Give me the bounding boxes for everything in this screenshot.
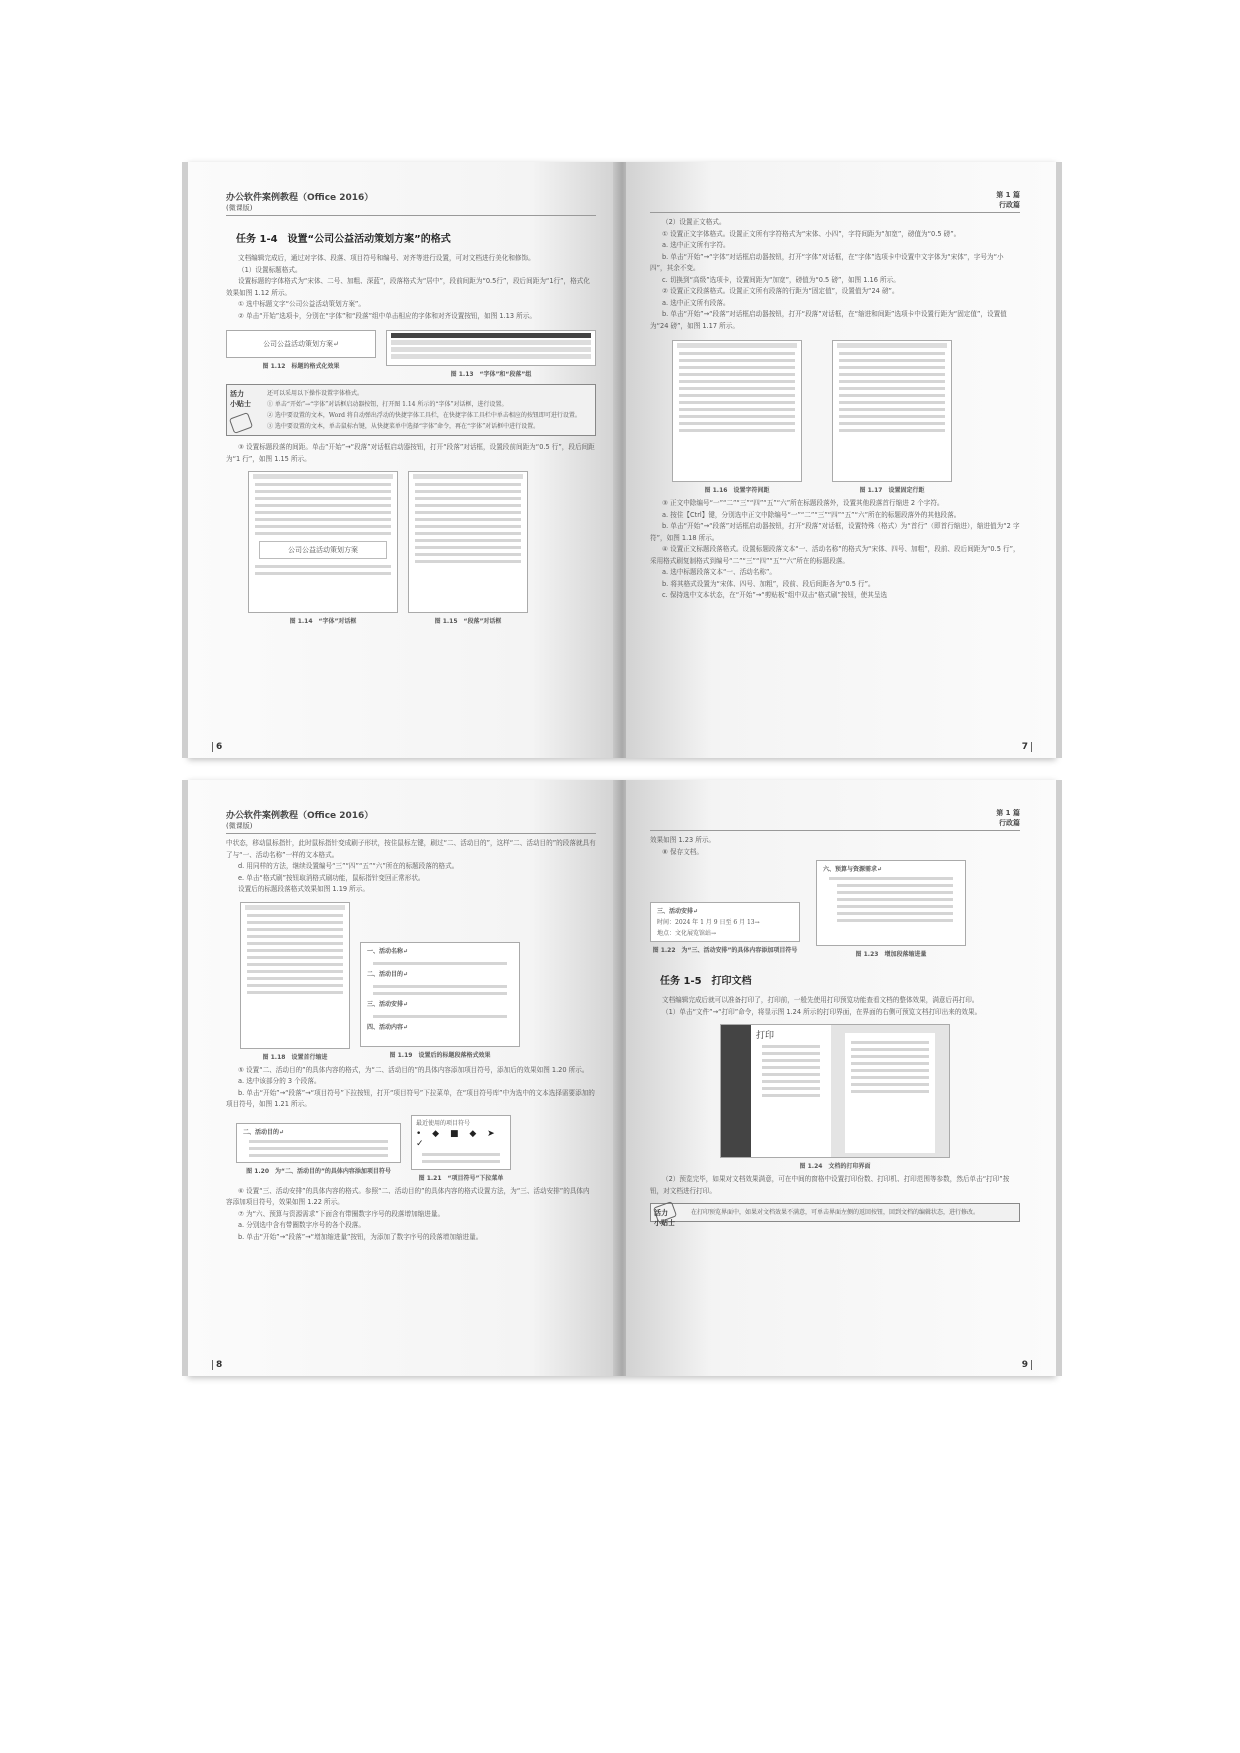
page-number: 7 (1022, 742, 1032, 752)
print-title: 打印 (756, 1031, 775, 1041)
font-advanced-dialog (672, 340, 802, 482)
dialog-row (247, 970, 343, 973)
tip-badge-line: 活力 (230, 390, 244, 398)
text-line (373, 1015, 507, 1018)
task-title: 任务 1-4 设置“公司公益活动策划方案”的格式 (236, 234, 451, 245)
figure-caption: 图 1.12 标题的格式化效果 (262, 363, 340, 370)
dialog-row (255, 565, 391, 568)
figure-row (240, 902, 596, 1061)
body-paragraph: d. 用同样的方法，继续设置编号“三”“四”“五”“六”所在的标题段落的格式。 (238, 862, 459, 870)
running-header (650, 190, 1020, 213)
dialog-row (679, 408, 795, 411)
task-title: 任务 1-5 打印文档 (660, 976, 752, 987)
dialog-row (415, 560, 521, 563)
body-paragraph: c. 切换到“高级”选项卡，设置间距为“加宽”，磅值为“0.5 磅”，如图 1.16 所示。 (662, 275, 900, 284)
tip-box (226, 384, 596, 436)
figure-caption: 图 1.16 设置字符间距 (704, 487, 770, 494)
preview-line (851, 1069, 929, 1072)
figure-1-24 (720, 1024, 950, 1170)
backstage-nav (721, 1025, 751, 1157)
page-8 (188, 780, 618, 1376)
print-screen (720, 1024, 950, 1158)
body-paragraph: ④ 设置正文标题段落格式。设置标题段落文本“一、活动名称”的格式为“宋体、四号、加粗”，段前、段后间距为“0.5 行”，采用格式刷复制格式到编号“二”“三”“四”“五”“六”所在的标题段落。 (650, 545, 1020, 565)
bullet-title: 二、活动目的↵ (243, 1128, 285, 1136)
book-spread-pages-6-7 (188, 162, 1056, 758)
body-paragraph: a. 选中正文所有段落。 (662, 298, 730, 307)
running-header (226, 808, 596, 834)
dialog-row (839, 394, 945, 397)
dialog-row (247, 935, 343, 938)
dialog-row (679, 401, 795, 404)
dialog-titlebar (253, 474, 393, 479)
font-dialog (248, 471, 398, 613)
page-9 (626, 780, 1056, 1376)
dialog-row (839, 401, 945, 404)
figure-caption: 图 1.15 “段落”对话框 (434, 618, 502, 625)
figure-1-18 (240, 902, 350, 1061)
text-line (837, 912, 953, 915)
header-title: 第 1 篇 (996, 191, 1020, 199)
setting-row (762, 1066, 820, 1069)
dialog-row (255, 483, 391, 486)
body-paragraph: 中状态，移动鼠标指针，此时鼠标指针变成刷子形状，按住鼠标左键，刷过“二、活动目的”，这样“二、活动目的”的段落就具有了与“一、活动名称”一样的文本格式。 (226, 839, 596, 859)
body-paragraph: 效果如图 1.23 所示。 (650, 836, 716, 844)
tip-box (650, 1203, 1020, 1227)
figure-caption: 图 1.14 “字体”对话框 (289, 618, 357, 625)
heading-item: 二、活动目的↵ (367, 970, 409, 978)
arrangement-line: 地点：文化展览馆站→ (657, 930, 717, 937)
body-paragraph: ② 设置正文段落格式。设置正文所有段落的行距为“固定值”，设置值为“24 磅”。 (662, 287, 899, 295)
tip-line: 在打印预览界面中，如果对文档效果不满意，可单击界面左侧的返回按钮，回到文档的编辑状态，进行修改。 (691, 1209, 980, 1216)
dialog-row (415, 511, 521, 514)
running-header (226, 190, 596, 216)
body-paragraph: ② 单击“开始”选项卡，分别在“字体”和“段落”组中单击相应的字体和对齐设置按钮，如图 1.13 所示。 (238, 311, 536, 320)
setting-row (762, 1080, 820, 1083)
setting-row (762, 1073, 820, 1076)
ribbon-row (391, 340, 591, 345)
body-paragraph: 文档编辑完成后，通过对字体、段落、项目符号和编号、对齐等进行设置，可对文档进行美化和修饰。 (238, 254, 535, 262)
indent-result (816, 860, 966, 946)
setting-row (762, 1045, 820, 1048)
dialog-row (839, 380, 945, 383)
bullet-dropdown (411, 1115, 511, 1170)
setting-row (762, 1087, 820, 1090)
dialog-row (247, 949, 343, 952)
arrangement-result (650, 902, 800, 942)
dialog-row (839, 373, 945, 376)
dialog-row (839, 387, 945, 390)
text-line (373, 962, 507, 965)
preview-line (851, 1090, 929, 1093)
figure-1-13 (386, 330, 596, 378)
heading-item: 三、活动安排↵ (367, 1000, 409, 1008)
page-number: 9 (1022, 1360, 1032, 1370)
figure-caption: 图 1.23 增加段落缩进量 (855, 951, 927, 958)
figure-1-12-image (226, 330, 376, 358)
text-line (837, 898, 953, 901)
dialog-row (839, 359, 945, 362)
dialog-row (839, 352, 945, 355)
body-paragraph: b. 单击“开始”→“字体”对话框启动器按钮，打开“字体”对话框，在“字体”选项卡中设置中文字体为“宋体”，字号为“小四”，其余不变。 (650, 252, 1004, 272)
dialog-row (839, 415, 945, 418)
dialog-row (255, 504, 391, 507)
dialog-row (415, 518, 521, 521)
dialog-row (679, 394, 795, 397)
body-paragraph: 文档编辑完成后就可以准备打印了，打印前，一般先使用打印预览功能查看文档的整体效果，满意后再打印。 (662, 996, 979, 1004)
figure-row (672, 340, 1020, 494)
header-title: 办公软件案例教程（Office 2016） (226, 193, 374, 203)
ribbon-row (391, 347, 591, 352)
figure-1-12 (226, 330, 376, 378)
setting-row (762, 1052, 820, 1055)
dialog-row (679, 415, 795, 418)
figure-row (650, 860, 1020, 958)
page-edge (1056, 162, 1062, 758)
indent-dialog (240, 902, 350, 1049)
arrangement-line: 时间：2024 年 1 月 9 日至 6 月 13→ (657, 919, 760, 926)
paragraph-dialog (408, 471, 528, 613)
dialog-row (415, 539, 521, 542)
figure-row (248, 471, 596, 625)
menu-row (422, 1160, 500, 1163)
dialog-titlebar (677, 343, 797, 348)
figure-1-16 (672, 340, 802, 494)
dialog-row (415, 483, 521, 486)
dialog-row (679, 352, 795, 355)
page-number: 6 (212, 742, 222, 752)
header-title: 第 1 篇 (996, 809, 1020, 817)
header-subtitle: (微课版) (226, 822, 253, 830)
body-paragraph: b. 单击“开始”→“段落”对话框启动器按钮，打开“段落”对话框，设置特殊（格式）为“首行”（即首行缩进），缩进值为“2 字符”，如图 1.18 所示。 (650, 522, 1020, 542)
text-line (837, 905, 953, 908)
dialog-row (247, 991, 343, 994)
figure-1-15 (408, 471, 528, 625)
tip-line: ② 选中要设置的文本，Word 将自动弹出浮动的快捷字体工具栏，在快捷字体工具栏中单击相应的按钮即可进行设置。 (267, 412, 581, 419)
dialog-row (679, 359, 795, 362)
running-header (650, 808, 1020, 831)
bullet-symbols: • ◆ ■ ◆ ➤ ✓ (416, 1128, 499, 1149)
dialog-row (415, 497, 521, 500)
heading-item: 一、活动名称↵ (367, 947, 409, 955)
setting-row (762, 1094, 820, 1097)
page-number: 8 (212, 1360, 222, 1370)
header-subtitle: (微课版) (226, 204, 253, 212)
bullet-result (236, 1123, 401, 1163)
figure-row (236, 1115, 596, 1182)
figure-1-23 (816, 860, 966, 958)
dialog-row (415, 504, 521, 507)
body-paragraph: a. 分别选中含有带圈数字序号的各个段落。 (238, 1221, 365, 1229)
dialog-row (839, 422, 945, 425)
body-paragraph: ⑧ 保存文档。 (662, 847, 703, 856)
preview-line (851, 1062, 929, 1065)
tip-line: ① 单击“开始”→“字体”对话框启动器按钮，打开图 1.14 所示的“字体”对话框，进行设置。 (267, 401, 508, 408)
dialog-titlebar (413, 474, 523, 479)
dialog-row (247, 928, 343, 931)
line-spacing-dialog (832, 340, 952, 482)
dialog-row (247, 956, 343, 959)
text-line (837, 884, 953, 887)
figure-caption: 图 1.13 “字体”和“段落”组 (450, 371, 532, 378)
body-paragraph: e. 单击“格式刷”按钮取消格式刷功能，鼠标指针变回正常形状。 (238, 873, 425, 882)
dialog-row (415, 490, 521, 493)
preview-line (851, 1076, 929, 1079)
dialog-row (839, 408, 945, 411)
dialog-row (255, 511, 391, 514)
dialog-row (247, 977, 343, 980)
preview-line (851, 1083, 929, 1086)
header-subtitle: 行政篇 (999, 201, 1020, 209)
body-paragraph: c. 保持选中文本状态，在“开始”→“剪贴板”组中双击“格式刷”按钮，使其呈选 (662, 591, 888, 599)
figure-1-17 (832, 340, 952, 494)
body-paragraph: a. 按住【Ctrl】键，分别选中正文中除编号“一”“二”“三”“四”“五”“六”所在的标题段落外的其他段落。 (662, 510, 961, 519)
book-spread-pages-8-9 (188, 780, 1056, 1376)
body-paragraph: ③ 设置标题段落的间距。单击“开始”→“段落”对话框启动器按钮，打开“段落”对话框，设置段前间距为“0.5 行”，段后间距为“1 行”，如图 1.15 所示。 (226, 443, 595, 463)
dialog-row (247, 942, 343, 945)
figure-caption: 图 1.18 设置首行缩进 (262, 1053, 328, 1061)
preview-line (851, 1055, 929, 1058)
dialog-row (255, 497, 391, 500)
body-paragraph: b. 单击“开始”→“段落”对话框启动器按钮，打开“段落”对话框，在“缩进和间距”选项卡中设置行距为“固定值”，设置值为“24 磅”，如图 1.17 所示。 (650, 310, 1007, 330)
figure-1-22 (650, 902, 800, 958)
dialog-row (679, 387, 795, 390)
figure-1-19 (360, 942, 520, 1061)
dialog-row (679, 429, 795, 432)
dialog-row (679, 380, 795, 383)
dialog-titlebar (245, 905, 345, 910)
dialog-row (839, 366, 945, 369)
preview-page (845, 1033, 935, 1153)
ribbon-tabs (391, 333, 591, 338)
ribbon-row (391, 354, 591, 359)
dialog-titlebar (837, 343, 947, 348)
body-paragraph: a. 选中该部分的 3 个段落。 (238, 1077, 321, 1085)
body-paragraph: b. 单击“开始”→“段落”→“项目符号”下拉按钮，打开“项目符号”下拉菜单，在“项目符号库”中为选中的文本选择需要添加的项目符号，如图 1.21 所示。 (226, 1088, 595, 1108)
preview-line (851, 1041, 929, 1044)
dialog-row (679, 366, 795, 369)
tip-line: ③ 选中要设置的文本，单击鼠标右键，从快捷菜单中选择“字体”命令，再在“字体”对话框中进行设置。 (267, 423, 540, 430)
figure-caption: 图 1.19 设置后的标题段落格式效果 (389, 1051, 491, 1059)
figure-caption: 图 1.22 为“三、活动安排”的具体内容添加项目符号 (652, 947, 798, 954)
page-edge (1056, 780, 1062, 1376)
bullet-menu-header: 最近使用的项目符号 (416, 1119, 471, 1127)
dialog-row (415, 546, 521, 549)
body-paragraph: ① 设置正文字体格式。设置正文所有字符格式为“宋体、小四”，字符间距为“加宽”，磅值为“0.5 磅”。 (662, 229, 961, 238)
setting-row (762, 1059, 820, 1062)
tip-badge-line: 小贴士 (654, 1219, 675, 1227)
body-paragraph: ① 选中标题文字“公司公益活动策划方案”。 (238, 300, 365, 308)
text-line (373, 985, 507, 988)
body-paragraph: b. 单击“开始”→“段落”→“增加缩进量”按钮，为添加了数字序号的段落增加缩进量。 (238, 1232, 483, 1241)
body-paragraph: （1）单击“文件”→“打印”命令，将显示图 1.24 所示的打印界面，在界面的右侧可预览文档打印出来的效果。 (662, 1007, 982, 1016)
dialog-row (247, 921, 343, 924)
body-paragraph: ⑦ 为“六、预算与资源需求”下面含有带圈数字序号的段落增加缩进量。 (238, 1209, 445, 1218)
text-line (837, 919, 953, 922)
heading-item: 四、活动内容↵ (367, 1023, 409, 1031)
body-paragraph: （2）预览完毕，如果对文档效果满意，可在中间的窗格中设置打印份数、打印机、打印范围等参数，然后单击“打印”按钮，对文档进行打印。 (650, 1175, 1010, 1195)
dialog-row (247, 914, 343, 917)
text-line (249, 1154, 388, 1157)
font-preview: 公司公益活动策划方案 (259, 541, 387, 559)
body-paragraph: ⑤ 设置“二、活动目的”的具体内容的格式，为“二、活动目的”的具体内容添加项目符号，添加后的效果如图 1.20 所示。 (238, 1065, 589, 1074)
figure-caption: 图 1.24 文档的打印界面 (799, 1163, 871, 1170)
dialog-row (255, 532, 391, 535)
body-paragraph: 设置后的标题段落格式效果如图 1.19 所示。 (238, 885, 369, 893)
indent-title: 六、预算与资源需求↵ (823, 866, 883, 873)
figure-caption: 图 1.21 “项目符号”下拉菜单 (418, 1174, 504, 1182)
dialog-row (255, 572, 391, 575)
dialog-row (679, 373, 795, 376)
dialog-row (679, 422, 795, 425)
text-line (249, 1140, 388, 1143)
print-settings-pane (751, 1025, 831, 1157)
figure-1-14 (248, 471, 398, 625)
text-line (249, 1147, 388, 1150)
figure-1-12-text: 公司公益活动策划方案↵ (263, 340, 339, 348)
dialog-row (247, 963, 343, 966)
figure-1-20 (236, 1123, 401, 1182)
page-7 (626, 162, 1056, 758)
menu-row (422, 1153, 500, 1156)
body-paragraph: （1）设置标题格式。 (238, 265, 302, 274)
body-paragraph: ⑥ 设置“三、活动安排”的具体内容的格式。参照“二、活动目的”的具体内容的格式设置方法，为“三、活动安排”的具体内容添加项目符号，效果如图 1.22 所示。 (226, 1186, 590, 1206)
figure-1-21 (411, 1115, 511, 1182)
body-paragraph: （2）设置正文格式。 (662, 218, 726, 226)
dialog-row (415, 553, 521, 556)
hand-icon (229, 412, 253, 434)
tip-line: 还可以采用以下操作设置字体格式。 (267, 390, 364, 397)
dialog-row (247, 984, 343, 987)
print-preview (831, 1025, 949, 1157)
figure-1-13-ribbon (386, 330, 596, 366)
body-paragraph: 设置标题的字体格式为“宋体、二号、加粗、深蓝”，段落格式为“居中”，段前间距为“0.5行”，段后间距为“1行”，格式化效果如图 1.12 所示。 (226, 277, 590, 297)
text-line (373, 992, 507, 995)
tip-badge-line: 活力 (654, 1209, 668, 1217)
header-title: 办公软件案例教程（Office 2016） (226, 811, 374, 821)
preview-line (851, 1048, 929, 1051)
figure-row (226, 330, 596, 378)
dialog-row (415, 532, 521, 535)
body-paragraph: a. 选中标题段落文本“一、活动名称”。 (662, 568, 776, 576)
header-subtitle: 行政篇 (999, 819, 1020, 827)
heading-format-result (360, 942, 520, 1047)
figure-caption: 图 1.17 设置固定行距 (859, 487, 925, 494)
body-paragraph: b. 将其格式设置为“宋体、四号、加粗”，段前、段后间距各为“0.5 行”。 (662, 579, 875, 588)
page-6 (188, 162, 618, 758)
body-paragraph: ③ 正文中除编号“一”“二”“三”“四”“五”“六”所在标题段落外，设置其他段落首行缩进 2 个字符。 (662, 499, 944, 507)
text-line (829, 877, 953, 880)
tip-badge-line: 小贴士 (230, 400, 251, 408)
arrangement-title: 三、活动安排↵ (657, 908, 699, 915)
text-line (837, 891, 953, 894)
dialog-row (255, 490, 391, 493)
dialog-row (255, 518, 391, 521)
dialog-row (839, 429, 945, 432)
tip-badge (230, 389, 251, 409)
body-paragraph: a. 选中正文所有字符。 (662, 241, 730, 249)
dialog-row (415, 525, 521, 528)
dialog-row (255, 525, 391, 528)
figure-caption: 图 1.20 为“二、活动目的”的具体内容添加项目符号 (246, 1167, 391, 1175)
